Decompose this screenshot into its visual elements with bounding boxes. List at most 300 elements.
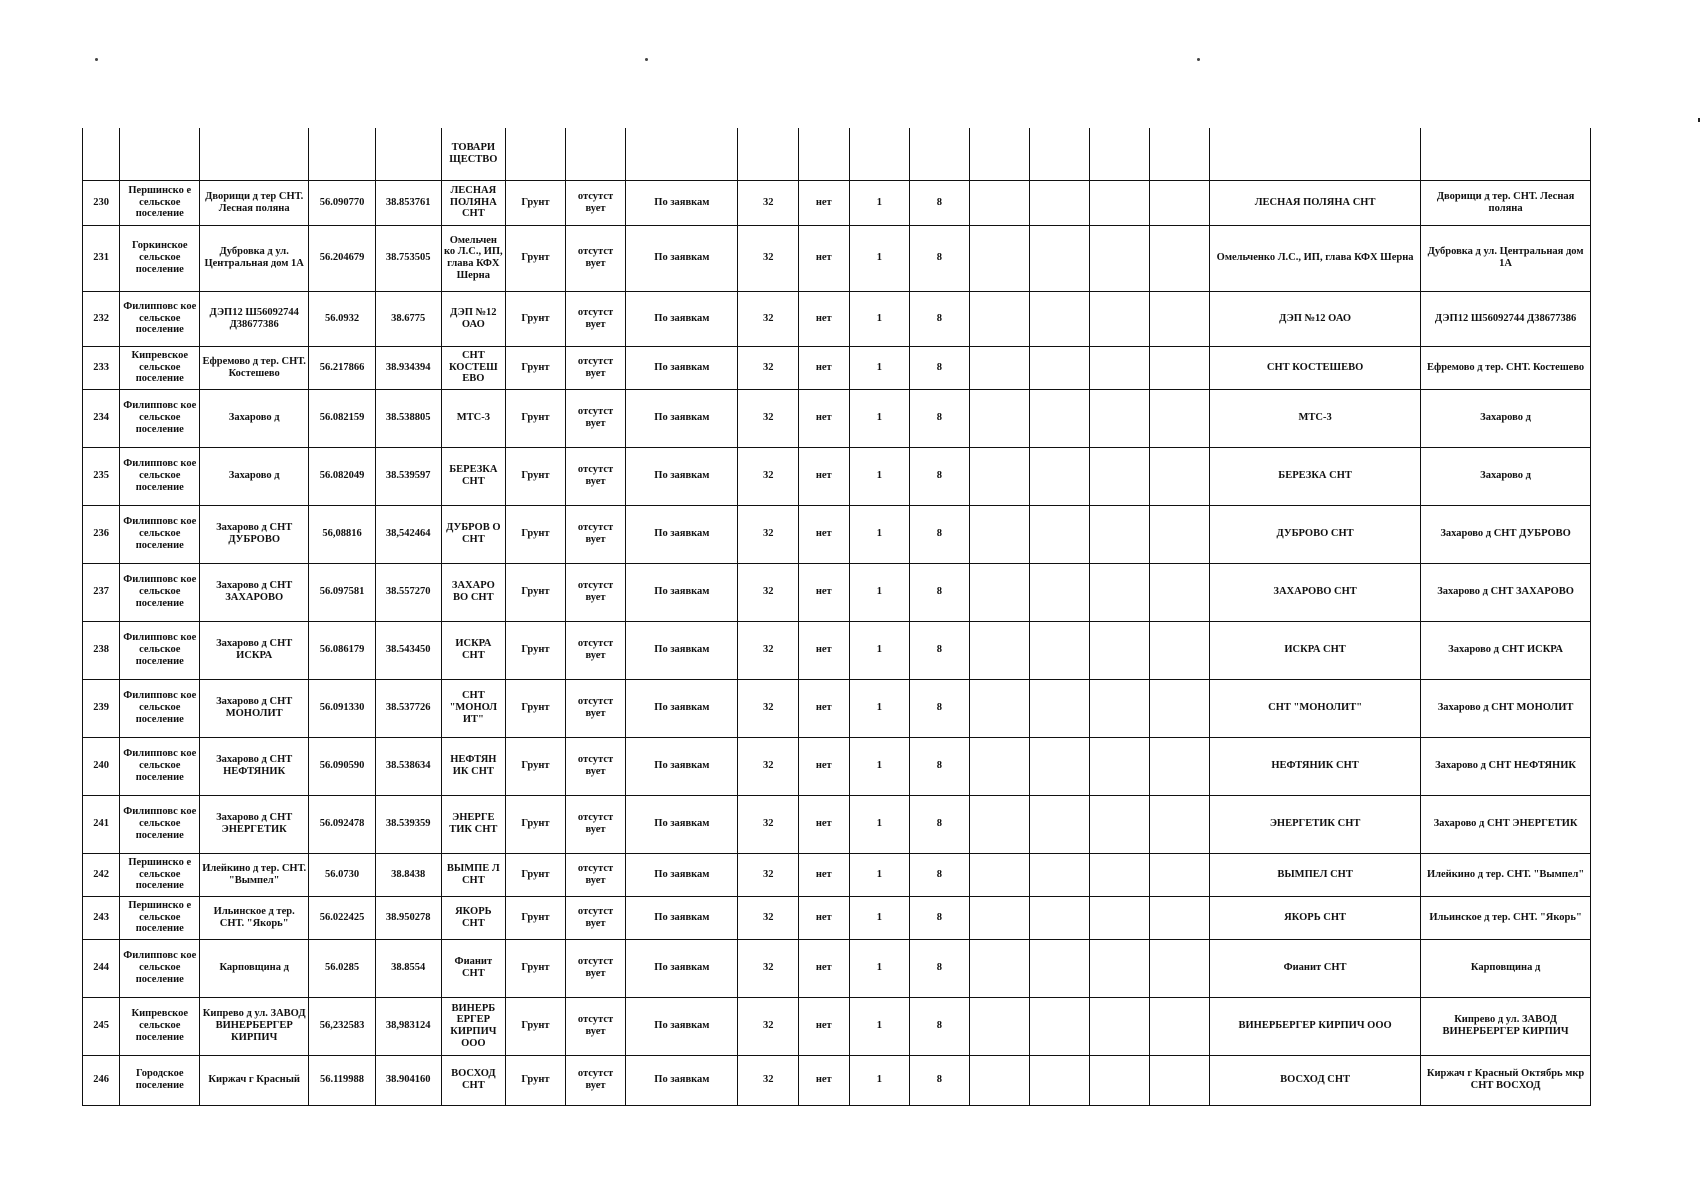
cell-value: 1 <box>849 563 910 621</box>
cell-name: ВЫМПЕ Л СНТ <box>441 853 506 896</box>
cell-value: 32 <box>738 679 799 737</box>
cell-empty <box>969 128 1030 180</box>
cell-owner: ЛЕСНАЯ ПОЛЯНА СНТ <box>1210 180 1421 225</box>
table-row <box>83 679 1591 737</box>
cell-address <box>200 128 309 180</box>
cell-value: нет <box>799 853 850 896</box>
cell-schedule: По заявкам <box>626 853 738 896</box>
cell-empty <box>1030 389 1090 447</box>
cell-empty <box>1030 1055 1090 1105</box>
cell-value: 8 <box>910 180 970 225</box>
cell-address: Захарово д СНТ ЗАХАРОВО <box>200 563 309 621</box>
cell-surface: Грунт <box>506 447 566 505</box>
cell-value: 8 <box>910 896 970 939</box>
cell-settlement: Филипповс кое сельское поселение <box>120 679 200 737</box>
cell-value: 8 <box>910 853 970 896</box>
cell-settlement: Филипповс кое сельское поселение <box>120 939 200 997</box>
table-row <box>83 128 1591 180</box>
cell-schedule: По заявкам <box>626 563 738 621</box>
cell-surface: Грунт <box>506 563 566 621</box>
cell-latitude: 56.204679 <box>309 225 376 291</box>
cell-settlement: Першинско е сельское поселение <box>120 853 200 896</box>
cell-empty <box>1150 128 1210 180</box>
table-row <box>83 795 1591 853</box>
cell-number: 241 <box>83 795 120 853</box>
cell-owner-address: Захарово д СНТ ДУБРОВО <box>1421 505 1591 563</box>
cell-value: 8 <box>910 795 970 853</box>
cell-owner: СНТ "МОНОЛИТ" <box>1210 679 1421 737</box>
cell-name: ЛЕСНАЯ ПОЛЯНА СНТ <box>441 180 506 225</box>
cell-owner-address: Ильинское д тер. СНТ. "Якорь" <box>1421 896 1591 939</box>
cell-longitude: 38.537726 <box>375 679 441 737</box>
cell-empty <box>1089 563 1150 621</box>
cell-empty <box>969 447 1030 505</box>
cell-empty <box>1150 505 1210 563</box>
cell-longitude: 38.539359 <box>375 795 441 853</box>
cell-empty <box>1089 737 1150 795</box>
table-row <box>83 853 1591 896</box>
cell-value: нет <box>799 997 850 1055</box>
cell-value: 1 <box>849 997 910 1055</box>
cell-value: 1 <box>849 225 910 291</box>
cell-value: нет <box>799 621 850 679</box>
cell-empty <box>1089 128 1150 180</box>
cell-schedule: По заявкам <box>626 447 738 505</box>
cell-address: Киржач г Красный <box>200 1055 309 1105</box>
cell-lighting: отсутст вует <box>565 939 626 997</box>
table-row <box>83 563 1591 621</box>
cell-number: 235 <box>83 447 120 505</box>
cell-empty <box>969 939 1030 997</box>
cell-address: Илейкино д тер. СНТ. "Вымпел" <box>200 853 309 896</box>
cell-surface: Грунт <box>506 997 566 1055</box>
cell-empty <box>1089 346 1150 389</box>
cell-name: СНТ "МОНОЛ ИТ" <box>441 679 506 737</box>
cell-number <box>83 128 120 180</box>
cell-schedule: По заявкам <box>626 679 738 737</box>
cell-settlement: Першинско е сельское поселение <box>120 180 200 225</box>
cell-value: нет <box>799 180 850 225</box>
table-row <box>83 1055 1591 1105</box>
cell-number: 244 <box>83 939 120 997</box>
cell-surface: Грунт <box>506 291 566 346</box>
cell-owner: ИСКРА СНТ <box>1210 621 1421 679</box>
cell-empty <box>969 291 1030 346</box>
cell-value: 8 <box>910 737 970 795</box>
cell-latitude: 56.0932 <box>309 291 376 346</box>
cell-value: 8 <box>910 621 970 679</box>
cell-owner-address: Карповщина д <box>1421 939 1591 997</box>
cell-longitude: 38.538634 <box>375 737 441 795</box>
cell-empty <box>1150 225 1210 291</box>
cell-schedule: По заявкам <box>626 737 738 795</box>
cell-lighting: отсутст вует <box>565 563 626 621</box>
cell-empty <box>969 1055 1030 1105</box>
cell-owner: Омельченко Л.С., ИП, глава КФХ Шерна <box>1210 225 1421 291</box>
cell-lighting: отсутст вует <box>565 896 626 939</box>
cell-number: 246 <box>83 1055 120 1105</box>
cell-settlement <box>120 128 200 180</box>
cell-empty <box>969 795 1030 853</box>
cell-owner-address: Захарово д СНТ ЗАХАРОВО <box>1421 563 1591 621</box>
cell-value: 1 <box>849 346 910 389</box>
cell-latitude: 56.217866 <box>309 346 376 389</box>
table-row <box>83 447 1591 505</box>
cell-owner: ВЫМПЕЛ СНТ <box>1210 853 1421 896</box>
table-row <box>83 896 1591 939</box>
cell-value: 1 <box>849 447 910 505</box>
cell-longitude: 38.538805 <box>375 389 441 447</box>
cell-longitude: 38.904160 <box>375 1055 441 1105</box>
cell-value: 8 <box>910 225 970 291</box>
cell-value: нет <box>799 563 850 621</box>
cell-owner-address: Захарово д <box>1421 447 1591 505</box>
cell-value: 8 <box>910 447 970 505</box>
cell-settlement: Филипповс кое сельское поселение <box>120 563 200 621</box>
cell-value: нет <box>799 225 850 291</box>
cell-latitude: 56.086179 <box>309 621 376 679</box>
cell-value: 32 <box>738 737 799 795</box>
cell-settlement: Филипповс кое сельское поселение <box>120 389 200 447</box>
cell-value: 8 <box>910 939 970 997</box>
cell-empty <box>1030 621 1090 679</box>
cell-empty <box>1089 1055 1150 1105</box>
cell-surface: Грунт <box>506 389 566 447</box>
cell-schedule: По заявкам <box>626 505 738 563</box>
cell-empty <box>1150 939 1210 997</box>
cell-name: ТОВАРИ ЩЕСТВО <box>441 128 506 180</box>
cell-empty <box>969 346 1030 389</box>
table-row <box>83 737 1591 795</box>
cell-settlement: Филипповс кое сельское поселение <box>120 737 200 795</box>
cell-owner-address: Захарово д <box>1421 389 1591 447</box>
cell-settlement: Кипревское сельское поселение <box>120 346 200 389</box>
cell-value: нет <box>799 291 850 346</box>
cell-value: нет <box>799 795 850 853</box>
cell-value: 32 <box>738 939 799 997</box>
cell-surface: Грунт <box>506 896 566 939</box>
cell-owner-address: Захарово д СНТ НЕФТЯНИК <box>1421 737 1591 795</box>
cell-value: 32 <box>738 180 799 225</box>
cell-value: 1 <box>849 180 910 225</box>
cell-number: 245 <box>83 997 120 1055</box>
cell-address: Карповщина д <box>200 939 309 997</box>
cell-number: 240 <box>83 737 120 795</box>
cell-empty <box>969 225 1030 291</box>
cell-value: 32 <box>738 997 799 1055</box>
cell-address: Захарово д СНТ ДУБРОВО <box>200 505 309 563</box>
cell-empty <box>1150 737 1210 795</box>
cell-schedule <box>626 128 738 180</box>
cell-schedule: По заявкам <box>626 346 738 389</box>
cell-empty <box>1089 939 1150 997</box>
cell-latitude: 56.119988 <box>309 1055 376 1105</box>
cell-surface: Грунт <box>506 505 566 563</box>
cell-value: 32 <box>738 896 799 939</box>
cell-owner: ДЭП №12 ОАО <box>1210 291 1421 346</box>
cell-empty <box>1030 180 1090 225</box>
cell-surface: Грунт <box>506 225 566 291</box>
cell-schedule: По заявкам <box>626 939 738 997</box>
cell-empty <box>1089 853 1150 896</box>
cell-number: 242 <box>83 853 120 896</box>
cell-number: 231 <box>83 225 120 291</box>
cell-schedule: По заявкам <box>626 621 738 679</box>
cell-value: 32 <box>738 225 799 291</box>
cell-owner-address: ДЭП12 Ш56092744 Д38677386 <box>1421 291 1591 346</box>
cell-value: 8 <box>910 997 970 1055</box>
cell-settlement: Филипповс кое сельское поселение <box>120 447 200 505</box>
cell-address: ДЭП12 Ш56092744 Д38677386 <box>200 291 309 346</box>
cell-empty <box>1150 853 1210 896</box>
cell-empty <box>1089 447 1150 505</box>
cell-owner-address: Захарово д СНТ МОНОЛИТ <box>1421 679 1591 737</box>
cell-value <box>738 128 799 180</box>
table-row <box>83 346 1591 389</box>
cell-longitude: 38.8438 <box>375 853 441 896</box>
cell-lighting: отсутст вует <box>565 180 626 225</box>
cell-empty <box>1030 225 1090 291</box>
cell-owner <box>1210 128 1421 180</box>
cell-value: 32 <box>738 853 799 896</box>
cell-empty <box>969 389 1030 447</box>
cell-owner: БЕРЕЗКА СНТ <box>1210 447 1421 505</box>
table-row <box>83 225 1591 291</box>
cell-address: Ефремово д тер. СНТ. Костешево <box>200 346 309 389</box>
cell-empty <box>1030 346 1090 389</box>
cell-empty <box>1030 447 1090 505</box>
cell-surface: Грунт <box>506 737 566 795</box>
cell-owner-address <box>1421 128 1591 180</box>
cell-owner: ВИНЕРБЕРГЕР КИРПИЧ ООО <box>1210 997 1421 1055</box>
cell-owner-address: Дворищи д тер. СНТ. Лесная поляна <box>1421 180 1591 225</box>
cell-name: НЕФТЯН ИК СНТ <box>441 737 506 795</box>
cell-empty <box>1150 447 1210 505</box>
cell-empty <box>1030 853 1090 896</box>
table-row <box>83 505 1591 563</box>
cell-empty <box>1089 621 1150 679</box>
cell-name: ВОСХОД СНТ <box>441 1055 506 1105</box>
cell-empty <box>1030 563 1090 621</box>
cell-value: 1 <box>849 1055 910 1105</box>
cell-value: 32 <box>738 795 799 853</box>
cell-empty <box>1089 896 1150 939</box>
cell-value: 8 <box>910 505 970 563</box>
cell-empty <box>1150 180 1210 225</box>
cell-settlement: Филипповс кое сельское поселение <box>120 505 200 563</box>
cell-value: 1 <box>849 737 910 795</box>
cell-value: 8 <box>910 291 970 346</box>
cell-value: 32 <box>738 505 799 563</box>
cell-lighting: отсутст вует <box>565 853 626 896</box>
cell-empty <box>969 180 1030 225</box>
cell-number: 237 <box>83 563 120 621</box>
cell-lighting: отсутст вует <box>565 346 626 389</box>
cell-latitude: 56.0730 <box>309 853 376 896</box>
cell-name: ЗАХАРО ВО СНТ <box>441 563 506 621</box>
cell-number: 238 <box>83 621 120 679</box>
cell-name: СНТ КОСТЕШ ЕВО <box>441 346 506 389</box>
scan-dot <box>645 58 648 61</box>
table-row <box>83 621 1591 679</box>
cell-value: 1 <box>849 621 910 679</box>
cell-settlement: Филипповс кое сельское поселение <box>120 291 200 346</box>
cell-value: 32 <box>738 621 799 679</box>
cell-number: 230 <box>83 180 120 225</box>
cell-number: 234 <box>83 389 120 447</box>
cell-longitude: 38.753505 <box>375 225 441 291</box>
cell-empty <box>969 505 1030 563</box>
cell-name: ЭНЕРГЕ ТИК СНТ <box>441 795 506 853</box>
cell-latitude: 56.091330 <box>309 679 376 737</box>
cell-schedule: По заявкам <box>626 1055 738 1105</box>
cell-empty <box>1150 563 1210 621</box>
cell-longitude: 38,983124 <box>375 997 441 1055</box>
cell-number: 233 <box>83 346 120 389</box>
cell-longitude: 38.950278 <box>375 896 441 939</box>
cell-empty <box>1150 997 1210 1055</box>
cell-longitude: 38.8554 <box>375 939 441 997</box>
cell-address: Дворищи д тер СНТ. Лесная поляна <box>200 180 309 225</box>
registry-table <box>82 128 1591 1106</box>
cell-lighting: отсутст вует <box>565 291 626 346</box>
cell-surface: Грунт <box>506 1055 566 1105</box>
cell-value: 8 <box>910 679 970 737</box>
cell-latitude <box>309 128 376 180</box>
cell-owner-address: Илейкино д тер. СНТ. "Вымпел" <box>1421 853 1591 896</box>
cell-empty <box>1030 128 1090 180</box>
cell-empty <box>969 563 1030 621</box>
cell-value: нет <box>799 679 850 737</box>
cell-owner: МТС-3 <box>1210 389 1421 447</box>
cell-schedule: По заявкам <box>626 180 738 225</box>
cell-latitude: 56.090770 <box>309 180 376 225</box>
cell-empty <box>1089 180 1150 225</box>
cell-lighting <box>565 128 626 180</box>
cell-name: ВИНЕРБ ЕРГЕР КИРПИЧ ООО <box>441 997 506 1055</box>
cell-surface: Грунт <box>506 180 566 225</box>
cell-empty <box>1089 679 1150 737</box>
cell-surface: Грунт <box>506 621 566 679</box>
cell-address: Захарово д СНТ ЭНЕРГЕТИК <box>200 795 309 853</box>
cell-latitude: 56,08816 <box>309 505 376 563</box>
cell-schedule: По заявкам <box>626 389 738 447</box>
cell-latitude: 56.097581 <box>309 563 376 621</box>
cell-address: Захарово д СНТ МОНОЛИТ <box>200 679 309 737</box>
cell-empty <box>1150 291 1210 346</box>
cell-schedule: По заявкам <box>626 291 738 346</box>
scan-dot <box>1197 58 1200 61</box>
cell-value: нет <box>799 447 850 505</box>
cell-longitude: 38.543450 <box>375 621 441 679</box>
cell-owner-address: Дубровка д ул. Центральная дом 1А <box>1421 225 1591 291</box>
cell-empty <box>1150 346 1210 389</box>
cell-owner-address: Кипрево д ул. ЗАВОД ВИНЕРБЕРГЕР КИРПИЧ <box>1421 997 1591 1055</box>
cell-empty <box>969 896 1030 939</box>
cell-value: 8 <box>910 346 970 389</box>
cell-longitude: 38.6775 <box>375 291 441 346</box>
cell-value: 8 <box>910 389 970 447</box>
cell-empty <box>1030 291 1090 346</box>
cell-address: Дубровка д ул. Центральная дом 1А <box>200 225 309 291</box>
cell-latitude: 56.082049 <box>309 447 376 505</box>
cell-value <box>799 128 850 180</box>
cell-surface: Грунт <box>506 346 566 389</box>
cell-lighting: отсутст вует <box>565 505 626 563</box>
cell-value: 1 <box>849 389 910 447</box>
cell-name: Омельчен ко Л.С., ИП, глава КФХ Шерна <box>441 225 506 291</box>
cell-longitude: 38,542464 <box>375 505 441 563</box>
cell-surface <box>506 128 566 180</box>
cell-empty <box>1030 737 1090 795</box>
cell-schedule: По заявкам <box>626 896 738 939</box>
cell-lighting: отсутст вует <box>565 447 626 505</box>
cell-empty <box>1030 896 1090 939</box>
cell-owner-address: Ефремово д тер. СНТ. Костешево <box>1421 346 1591 389</box>
cell-owner-address: Захарово д СНТ ИСКРА <box>1421 621 1591 679</box>
cell-empty <box>1150 389 1210 447</box>
cell-longitude <box>375 128 441 180</box>
cell-schedule: По заявкам <box>626 997 738 1055</box>
cell-empty <box>1030 679 1090 737</box>
cell-latitude: 56.022425 <box>309 896 376 939</box>
cell-address: Ильинское д тер. СНТ. "Якорь" <box>200 896 309 939</box>
cell-number: 232 <box>83 291 120 346</box>
cell-address: Захарово д СНТ НЕФТЯНИК <box>200 737 309 795</box>
cell-surface: Грунт <box>506 795 566 853</box>
cell-number: 243 <box>83 896 120 939</box>
cell-value: 1 <box>849 795 910 853</box>
cell-empty <box>1089 795 1150 853</box>
cell-value: нет <box>799 1055 850 1105</box>
cell-value: 8 <box>910 1055 970 1105</box>
cell-latitude: 56.0285 <box>309 939 376 997</box>
cell-value: 1 <box>849 853 910 896</box>
cell-value <box>910 128 970 180</box>
cell-settlement: Першинско е сельское поселение <box>120 896 200 939</box>
cell-value: 32 <box>738 563 799 621</box>
cell-name: ИСКРА СНТ <box>441 621 506 679</box>
table-row <box>83 997 1591 1055</box>
cell-empty <box>969 737 1030 795</box>
cell-latitude: 56,232583 <box>309 997 376 1055</box>
cell-value: 32 <box>738 1055 799 1105</box>
cell-owner: СНТ КОСТЕШЕВО <box>1210 346 1421 389</box>
cell-value: нет <box>799 737 850 795</box>
cell-settlement: Филипповс кое сельское поселение <box>120 795 200 853</box>
cell-empty <box>1030 997 1090 1055</box>
cell-name: БЕРЕЗКА СНТ <box>441 447 506 505</box>
cell-number: 239 <box>83 679 120 737</box>
cell-name: ДЭП №12 ОАО <box>441 291 506 346</box>
cell-empty <box>969 679 1030 737</box>
cell-empty <box>1150 679 1210 737</box>
cell-value: 1 <box>849 505 910 563</box>
cell-surface: Грунт <box>506 939 566 997</box>
cell-value: 32 <box>738 389 799 447</box>
cell-settlement: Кипревское сельское поселение <box>120 997 200 1055</box>
cell-value: нет <box>799 346 850 389</box>
cell-lighting: отсутст вует <box>565 225 626 291</box>
cell-empty <box>1030 795 1090 853</box>
cell-address: Захарово д <box>200 389 309 447</box>
scan-dot <box>95 58 98 61</box>
cell-lighting: отсутст вует <box>565 389 626 447</box>
cell-owner: ЯКОРЬ СНТ <box>1210 896 1421 939</box>
cell-empty <box>969 997 1030 1055</box>
cell-empty <box>969 621 1030 679</box>
cell-value: 32 <box>738 291 799 346</box>
